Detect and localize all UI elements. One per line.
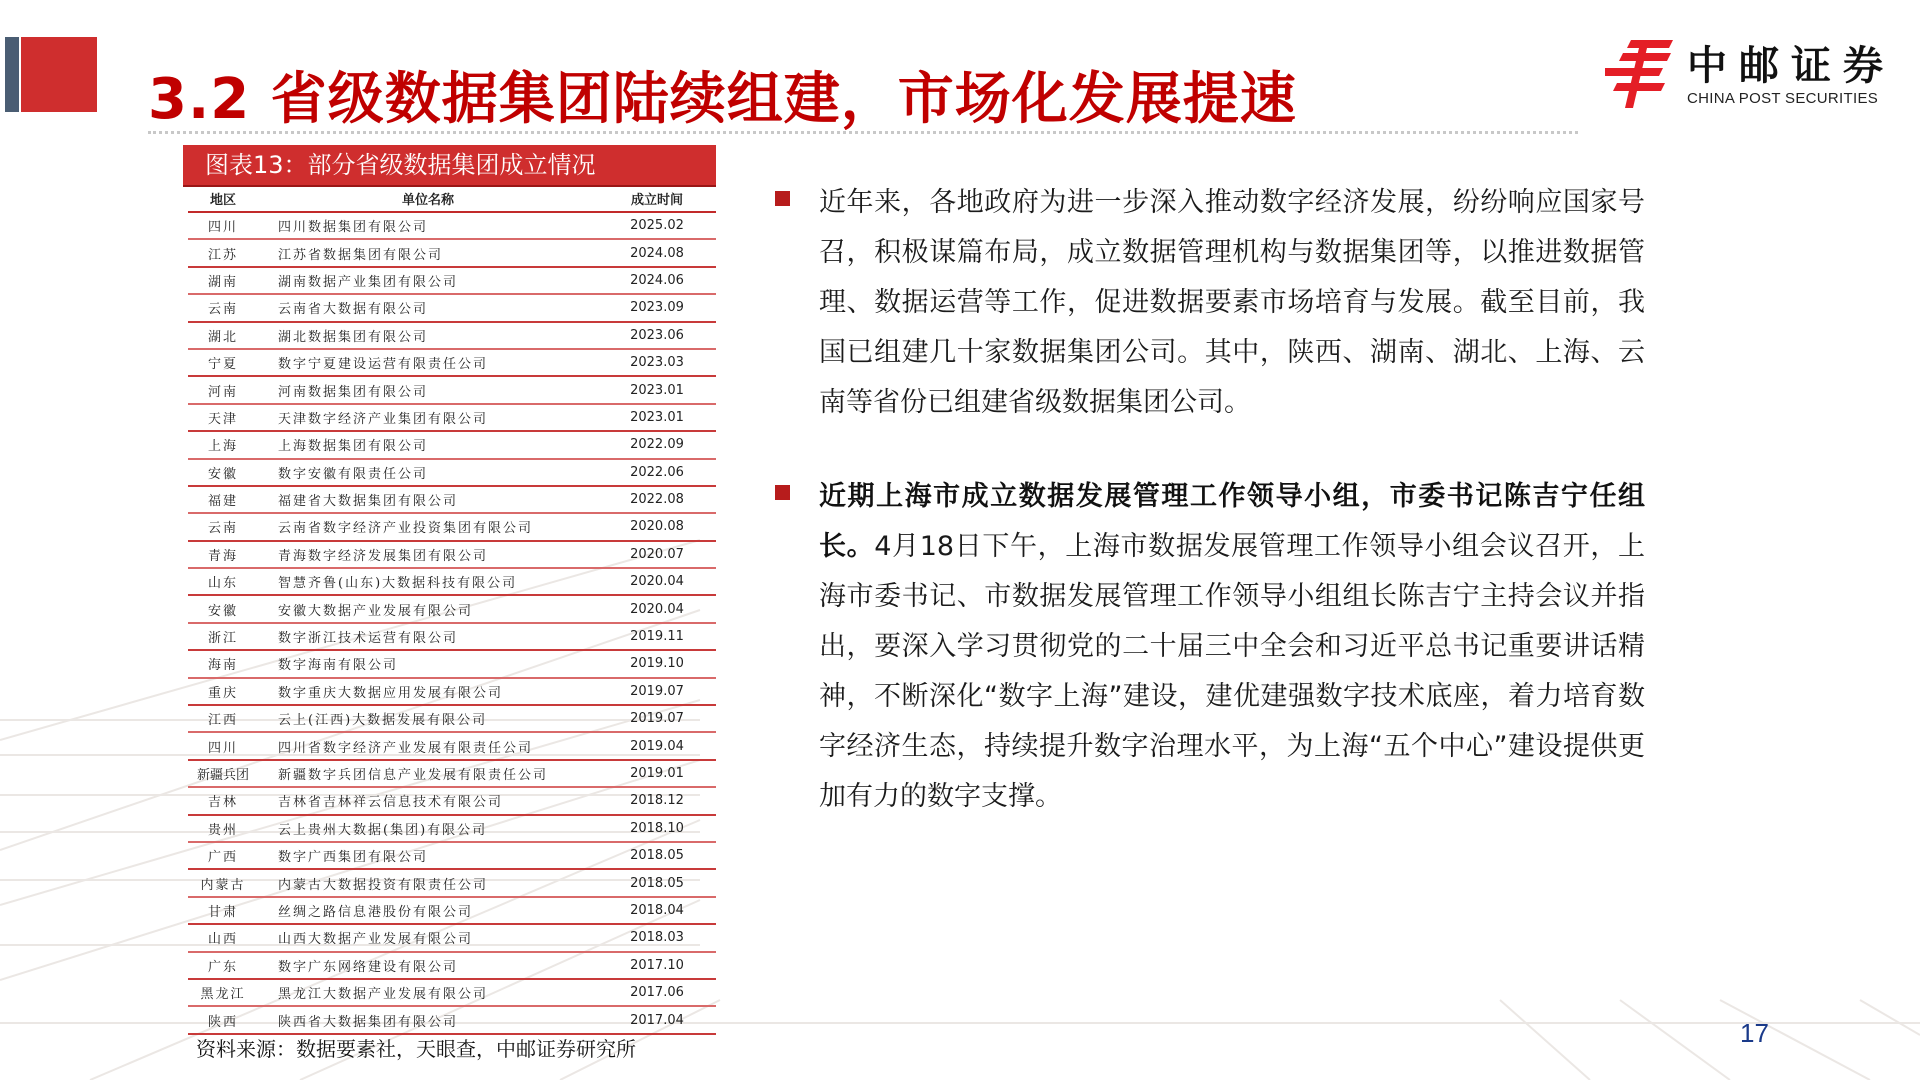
cell-region: 甘肃 [188, 897, 258, 924]
cell-name: 内蒙古大数据投资有限责任公司 [258, 869, 598, 896]
cell-date: 2024.06 [598, 267, 716, 294]
cell-region: 福建 [188, 486, 258, 513]
page-title: 3.2 省级数据集团陆续组建，市场化发展提速 [148, 67, 1297, 132]
cell-region: 云南 [188, 513, 258, 540]
cell-date: 2017.06 [598, 979, 716, 1006]
cell-region: 贵州 [188, 815, 258, 842]
table-row [188, 568, 716, 595]
cell-region: 内蒙古 [188, 869, 258, 896]
cell-date: 2020.08 [598, 513, 716, 540]
table-caption: 图表13：部分省级数据集团成立情况 [183, 145, 716, 185]
cell-date: 2018.05 [598, 842, 716, 869]
cell-date: 2023.01 [598, 404, 716, 431]
cell-name: 云南省数字经济产业投资集团有限公司 [258, 513, 598, 540]
table-row [188, 623, 716, 650]
cell-region: 浙江 [188, 623, 258, 650]
source-note: 资料来源：数据要素社，天眼查，中邮证券研究所 [196, 1037, 636, 1061]
cell-name: 丝绸之路信息港股份有限公司 [258, 897, 598, 924]
cell-name: 云南省大数据有限公司 [258, 294, 598, 321]
cell-name: 河南数据集团有限公司 [258, 376, 598, 403]
column-header-name: 单位名称 [258, 186, 598, 212]
cell-region: 四川 [188, 732, 258, 759]
cell-region: 四川 [188, 212, 258, 239]
cell-date: 2017.10 [598, 952, 716, 979]
cell-date: 2017.04 [598, 1006, 716, 1033]
cell-region: 陕西 [188, 1006, 258, 1033]
cell-date: 2020.07 [598, 541, 716, 568]
cell-name: 青海数字经济发展集团有限公司 [258, 541, 598, 568]
cell-name: 上海数据集团有限公司 [258, 431, 598, 458]
china-post-logo-icon [1605, 40, 1675, 108]
data-group-table [188, 186, 716, 1035]
cell-region: 青海 [188, 541, 258, 568]
cell-region: 山西 [188, 924, 258, 951]
cell-name: 数字海南有限公司 [258, 650, 598, 677]
cell-date: 2019.04 [598, 732, 716, 759]
table-row [188, 404, 716, 431]
table-header-row [188, 186, 716, 212]
table-row [188, 239, 716, 266]
table-row [188, 212, 716, 239]
cell-name: 数字重庆大数据应用发展有限公司 [258, 678, 598, 705]
cell-name: 四川数据集团有限公司 [258, 212, 598, 239]
cell-date: 2023.06 [598, 322, 716, 349]
table-row [188, 979, 716, 1006]
cell-region: 山东 [188, 568, 258, 595]
table-row [188, 760, 716, 787]
cell-date: 2022.09 [598, 431, 716, 458]
table-row [188, 431, 716, 458]
table-row [188, 541, 716, 568]
bullet-lead: 近期上海市成立数据发展管理工作领导小组，市委书记陈吉宁任组长。 [819, 481, 1645, 562]
table-row [188, 815, 716, 842]
cell-date: 2019.01 [598, 760, 716, 787]
cell-date: 2020.04 [598, 568, 716, 595]
cell-name: 数字安徽有限责任公司 [258, 459, 598, 486]
table-row [188, 513, 716, 540]
cell-name: 新疆数字兵团信息产业发展有限责任公司 [258, 760, 598, 787]
cell-region: 安徽 [188, 459, 258, 486]
bullet-paragraph [819, 472, 1645, 822]
cell-date: 2019.10 [598, 650, 716, 677]
square-bullet-icon [775, 485, 790, 500]
logo-chinese-name: 中邮证券 [1687, 43, 1895, 89]
column-header-date: 成立时间 [598, 186, 716, 212]
table-row [188, 459, 716, 486]
cell-date: 2023.09 [598, 294, 716, 321]
table-row [188, 267, 716, 294]
cell-name: 吉林省吉林祥云信息技术有限公司 [258, 787, 598, 814]
cell-date: 2019.07 [598, 678, 716, 705]
cell-name: 云上贵州大数据(集团)有限公司 [258, 815, 598, 842]
table-row [188, 952, 716, 979]
cell-region: 宁夏 [188, 349, 258, 376]
cell-date: 2018.04 [598, 897, 716, 924]
table-row [188, 869, 716, 896]
cell-region: 重庆 [188, 678, 258, 705]
corner-accent-red [21, 37, 97, 112]
cell-name: 湖北数据集团有限公司 [258, 322, 598, 349]
cell-date: 2018.10 [598, 815, 716, 842]
table-row [188, 486, 716, 513]
cell-name: 数字广东网络建设有限公司 [258, 952, 598, 979]
cell-date: 2022.08 [598, 486, 716, 513]
table-row [188, 897, 716, 924]
cell-date: 2025.02 [598, 212, 716, 239]
bullet-paragraph [819, 178, 1645, 428]
cell-name: 山西大数据产业发展有限公司 [258, 924, 598, 951]
cell-name: 江苏省数据集团有限公司 [258, 239, 598, 266]
cell-date: 2020.04 [598, 595, 716, 622]
table-row [188, 842, 716, 869]
table-row [188, 322, 716, 349]
corner-accent-slate [5, 37, 19, 112]
cell-date: 2022.06 [598, 459, 716, 486]
cell-region: 上海 [188, 431, 258, 458]
column-header-region: 地区 [188, 186, 258, 212]
cell-date: 2023.03 [598, 349, 716, 376]
cell-name: 天津数字经济产业集团有限公司 [258, 404, 598, 431]
cell-date: 2019.11 [598, 623, 716, 650]
table-row [188, 650, 716, 677]
cell-region: 广西 [188, 842, 258, 869]
cell-name: 湖南数据产业集团有限公司 [258, 267, 598, 294]
cell-name: 数字广西集团有限公司 [258, 842, 598, 869]
table-row [188, 705, 716, 732]
cell-name: 数字宁夏建设运营有限责任公司 [258, 349, 598, 376]
cell-region: 天津 [188, 404, 258, 431]
company-logo [1605, 40, 1895, 120]
bullet-body: 4月18日下午，上海市数据发展管理工作领导小组会议召开，上海市委书记、市数据发展管理工作领导小组组长陈吉宁主持会议并指出，要深入学习贯彻党的二十届三中全会和习近平总书记重要讲话精神，不断深化“数字上海”建设，建优建强数字技术底座，着力培育数字经济生态，持续提升数字治理水平，为上海“五个中心”建设提供更加有力的数字支撑。 [819, 531, 1645, 812]
cell-name: 四川省数字经济产业发展有限责任公司 [258, 732, 598, 759]
cell-date: 2023.01 [598, 376, 716, 403]
cell-region: 新疆兵团 [188, 760, 258, 787]
bullet-body: 近年来，各地政府为进一步深入推动数字经济发展，纷纷响应国家号召，积极谋篇布局，成立数据管理机构与数据集团等，以推进数据管理、数据运营等工作，促进数据要素市场培育与发展。截至目前，我国已组建几十家数据集团公司。其中，陕西、湖南、湖北、上海、云南等省份已组建省级数据集团公司。 [819, 187, 1645, 418]
table-row [188, 678, 716, 705]
cell-name: 云上(江西)大数据发展有限公司 [258, 705, 598, 732]
table-row [188, 376, 716, 403]
cell-region: 湖北 [188, 322, 258, 349]
cell-date: 2018.05 [598, 869, 716, 896]
logo-english-name: CHINA POST SECURITIES [1687, 90, 1879, 107]
cell-region: 广东 [188, 952, 258, 979]
cell-date: 2018.12 [598, 787, 716, 814]
cell-region: 海南 [188, 650, 258, 677]
page-number: 17 [1740, 1018, 1769, 1048]
cell-name: 智慧齐鲁(山东)大数据科技有限公司 [258, 568, 598, 595]
cell-region: 云南 [188, 294, 258, 321]
square-bullet-icon [775, 191, 790, 206]
cell-region: 安徽 [188, 595, 258, 622]
cell-date: 2019.07 [598, 705, 716, 732]
table-row [188, 1006, 716, 1033]
cell-name: 黑龙江大数据产业发展有限公司 [258, 979, 598, 1006]
bullet-item [775, 178, 1645, 428]
table-row [188, 349, 716, 376]
cell-region: 湖南 [188, 267, 258, 294]
cell-name: 福建省大数据集团有限公司 [258, 486, 598, 513]
cell-name: 数字浙江技术运营有限公司 [258, 623, 598, 650]
cell-date: 2024.08 [598, 239, 716, 266]
title-divider [148, 131, 1578, 134]
cell-region: 黑龙江 [188, 979, 258, 1006]
cell-name: 陕西省大数据集团有限公司 [258, 1006, 598, 1033]
table-row [188, 732, 716, 759]
table-row [188, 787, 716, 814]
cell-region: 河南 [188, 376, 258, 403]
cell-region: 吉林 [188, 787, 258, 814]
cell-name: 安徽大数据产业发展有限公司 [258, 595, 598, 622]
table-row [188, 595, 716, 622]
table-row [188, 924, 716, 951]
bullet-item [775, 472, 1645, 822]
cell-date: 2018.03 [598, 924, 716, 951]
cell-region: 江西 [188, 705, 258, 732]
bullet-list [775, 178, 1645, 866]
cell-region: 江苏 [188, 239, 258, 266]
table-row [188, 294, 716, 321]
